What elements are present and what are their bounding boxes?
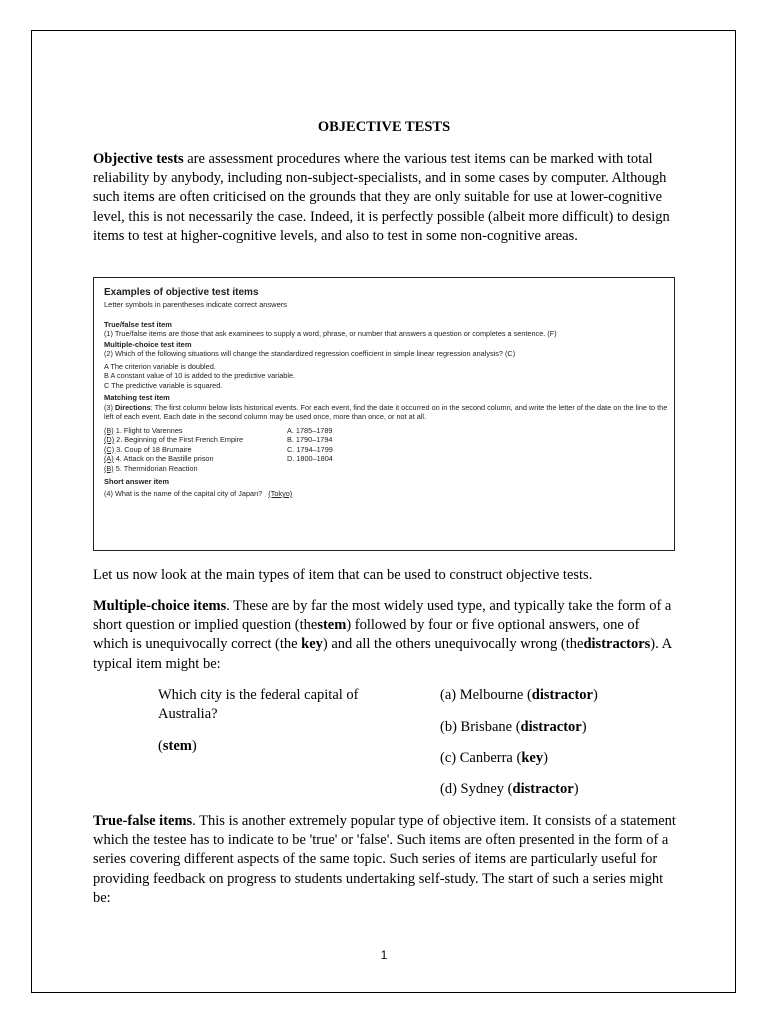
transition-paragraph: Let us now look at the main types of item that can be used to construct objective tests. xyxy=(93,567,593,583)
date-option: D. 1800–1804 xyxy=(287,454,333,463)
tf-lead: True-false items xyxy=(93,813,193,829)
objective-items-figure xyxy=(93,277,675,551)
short-answer-question: (4) What is the name of the capital city of Japan? xyxy=(104,489,263,498)
mcq-text: . These are by far the most widely used type, and typically take the form of a short question or implied question (the xyxy=(93,598,672,634)
answer-text: (b) Brisbane ( xyxy=(440,719,521,735)
mcq-stem-term: stem xyxy=(317,617,347,634)
multiple-choice-heading: Multiple-choice test item xyxy=(104,339,192,349)
figure-subtitle: Letter symbols in parentheses indicate correct answers xyxy=(104,300,288,309)
event-row xyxy=(104,435,284,445)
paren: ) xyxy=(581,719,587,735)
date-column xyxy=(287,426,407,464)
paren: ( xyxy=(158,738,163,754)
matching-directions xyxy=(104,403,668,422)
true-false-item: (1) True/false items are those that ask examinees to supply a word, phrase, or number that answers a question or completes a sentence. (F) xyxy=(104,329,557,338)
date-option: C. 1794–1799 xyxy=(287,444,333,454)
example-stem-label xyxy=(158,737,398,756)
example-answer xyxy=(440,749,690,768)
tf-text: . This is another extremely popular type of objective item. It consists of a statement which the testee has to indicate to be 'true' or 'false'. Such items are often presented in the form of a series covering different aspects of the same topic. Such series of items are particularly useful for providing feedback on progress to students undertaking self-study. The start of such a series might be: xyxy=(93,813,676,906)
mcq-text: ) and all the others unequivocally wrong (the xyxy=(322,636,584,653)
mcq-paragraph xyxy=(93,597,678,674)
date-option: B. 1790–1794 xyxy=(287,435,333,444)
event-text: 2. Beginning of the First French Empire xyxy=(114,435,244,444)
page-number: 1 xyxy=(380,948,388,962)
event-text: 5. Thermidorian Reaction xyxy=(113,463,198,473)
paren: ) xyxy=(573,781,579,797)
stem-term: stem xyxy=(162,738,192,754)
mcq-key-term: key xyxy=(301,636,323,653)
event-text: 3. Coup of 18 Brumaire xyxy=(114,444,192,454)
paren: ) xyxy=(593,687,598,703)
event-row xyxy=(104,464,284,474)
answer-role: distractor xyxy=(520,719,582,735)
event-column xyxy=(104,426,284,474)
event-answer: (B) xyxy=(104,463,114,473)
mcq-lead: Multiple-choice items xyxy=(93,598,227,614)
answer-role: distractor xyxy=(512,781,574,797)
intro-lead: Objective tests xyxy=(93,151,184,167)
answer-text: (c) Canberra ( xyxy=(440,750,522,766)
example-answer xyxy=(440,780,690,799)
paren: ) xyxy=(191,738,197,754)
example-answer xyxy=(440,686,690,705)
event-row xyxy=(104,454,284,464)
event-answer: (A) xyxy=(104,454,114,463)
event-row xyxy=(104,445,284,455)
mcq-text: ). A typical item might be: xyxy=(93,636,672,672)
example-question: Which city is the federal capital of Australia? xyxy=(158,687,359,723)
intro-text: are assessment procedures where the various test items can be marked with total reliability by anybody, including non-subject-specialists, and in some cases by computer. Although such items are often criticised on the grounds that they are only suitable for use at lower-cognitive level, this is not necessarily the case. Indeed, it is perfectly possible (albeit more difficult) to design items to test at higher-cognitive levels, and also to test in some non-cognitive areas. xyxy=(93,151,670,244)
event-answer: (D) xyxy=(104,435,115,444)
event-answer: (B) xyxy=(104,425,114,435)
paren: ) xyxy=(543,750,548,766)
example-answer xyxy=(440,718,690,737)
short-answer-heading: Short answer item xyxy=(104,476,170,486)
mc-option: B A constant value of 10 is added to the predictive variable. xyxy=(104,371,296,380)
document-title: OBJECTIVE TESTS xyxy=(317,119,451,135)
event-text: 1. Flight to Varennes xyxy=(113,425,183,435)
true-false-heading: True/false test item xyxy=(104,319,172,329)
multiple-choice-item: (2) Which of the following situations will change the standardized regression coefficient in simple linear regression analysis? (C) xyxy=(104,349,516,358)
event-text: 4. Attack on the Bastille prison xyxy=(113,454,214,463)
true-false-paragraph xyxy=(93,812,678,908)
answer-role: distractor xyxy=(531,687,593,703)
directions-label: Directions xyxy=(114,402,151,412)
mc-option: C The predictive variable is squared. xyxy=(104,380,223,390)
matching-heading: Matching test item xyxy=(104,393,170,402)
mcq-distractors-term: distractors xyxy=(583,636,651,653)
answer-text: (d) Sydney ( xyxy=(440,781,513,797)
date-option: A. 1785–1789 xyxy=(287,425,333,435)
answer-role: key xyxy=(521,750,544,766)
mc-option: A The criterion variable is doubled. xyxy=(104,361,216,371)
short-answer-answer: (Tokyo) xyxy=(268,489,293,498)
directions-text: : The first column below lists historical events. For each event, find the date it occurred on in the second column, and write the letter of the date on the line to the left of each event. Each date in the second column may be used once, more than once, or not at all. xyxy=(104,402,668,421)
event-answer: (C) xyxy=(104,444,115,454)
matching-number: (3) xyxy=(104,402,115,412)
mcq-text: ) followed by four or five optional answers, one of which is unequivocally correct (the xyxy=(93,617,640,653)
short-answer-item xyxy=(104,489,668,499)
matching-columns xyxy=(104,426,668,474)
figure-title: Examples of objective test items xyxy=(104,287,259,298)
answer-text: (a) Melbourne ( xyxy=(440,687,532,703)
intro-paragraph xyxy=(93,150,678,246)
event-row xyxy=(104,426,284,436)
